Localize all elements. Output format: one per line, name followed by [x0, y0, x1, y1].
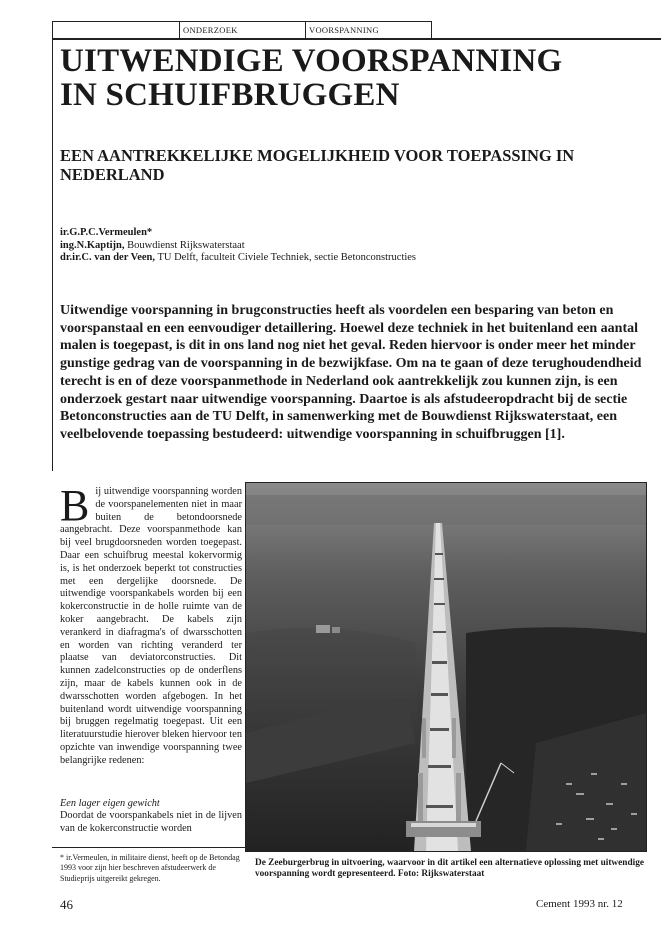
- author-name: ing.N.Kaptijn,: [60, 239, 125, 251]
- title-line-1: UITWENDIGE VOORSPANNING: [60, 43, 563, 79]
- author-name: ir.G.P.C.Vermeulen*: [60, 227, 153, 238]
- body-subheading: Een lager eigen gewicht: [60, 798, 160, 809]
- author-line: [60, 252, 620, 265]
- title-left-rule: [52, 39, 53, 471]
- page-number: 46: [60, 897, 73, 912]
- lead-paragraph: Uitwendige voorspanning in brugconstructies heeft als voordelen een besparing van beton en voorspanstaal en een eenvoudiger detaillering. Hoewel deze techniek in het buitenland een aantal malen is toegepast, is dit in ons land nog niet het geval. Reden hiervoor is onder meer het minder gunstige gedrag van de voorspanning in de bezwijkfase. Om na te gaan of deze terughoudendheid terecht is en of deze voorspanmethode in Nederland ook aantrekkelijk zou kunnen zijn, is een onderzoek gestart naar uitwendige voorspanning. Daartoe is als afstudeeropdracht bij de sectie Betonconstructies aan de TU Delft, in samenwerking met de Bouwdienst Rijkswaterstaat, een veelbelovende toepassing bestudeerd: uitwendige voorspanning in schuifbruggen [1].: [60, 303, 642, 442]
- section-tab-bar: [52, 21, 432, 39]
- author-name: dr.ir.C. van der Veen,: [60, 252, 156, 263]
- section-tab-onderzoek: ONDERZOEK: [179, 22, 307, 38]
- author-affiliation: Bouwdienst Rijkswaterstaat: [127, 239, 245, 251]
- title-line-2: IN SCHUIFBRUGGEN: [60, 77, 400, 113]
- footnote-rule: [52, 847, 248, 848]
- author-line: [60, 240, 620, 253]
- section-tab-voorspanning: VOORSPANNING: [305, 22, 433, 38]
- bridge-photo: [245, 482, 647, 852]
- article-title: [60, 44, 650, 112]
- author-line: [60, 227, 620, 240]
- author-list: [60, 227, 620, 265]
- body-text-column: [60, 481, 242, 768]
- body-paragraph: ij uitwendige voorspanning worden de voorspanelementen niet in maar buiten de betondoorsnede aangebracht. Deze voorspanmethode kan bij veel brugdoorsneden worden toegepast. Daar een schuifbrug meestal kokervormig is, is het onderzoek beperkt tot constructies met een dergelijke doorsnede. De uitwendige voorspankabels worden bij een kokerconstructie in de holle ruimte van de koker aangebracht. De kabels zijn verankerd in diafragma's of dwarsschotten en worden van richting veranderd ter plaatse van deviatorconstructies. Dit kunnen zadelconstructies op de onderflens zijn, maar de kabels kunnen ook in de dwarsschotten worden afgebogen. In het buitenland wordt uitwendige voorspanning bij bruggen regelmatig toegepast. Uit een literatuurstudie hierover bleken hiervoor ten opzichte van inwendige voorspanning twee belangrijke redenen:: [60, 486, 242, 766]
- journal-reference: Cement 1993 nr. 12: [536, 898, 623, 910]
- author-affiliation: TU Delft, faculteit Civiele Techniek, sectie Betonconstructies: [157, 252, 417, 263]
- photo-caption: De Zeeburgerbrug in uitvoering, waarvoor in dit artikel een alternatieve oplossing met uitwendige voorspanning wordt gepresenteerd. Foto: Rijkswaterstaat: [255, 858, 644, 879]
- article-subtitle: EEN AANTREKKELIJKE MOGELIJKHEID VOOR TOEPASSING IN NEDERLAND: [60, 146, 575, 184]
- drop-cap: B: [60, 481, 90, 530]
- aerial-bridge-image: [246, 483, 646, 851]
- title-top-rule: [52, 39, 661, 40]
- footnote: * ir.Vermeulen, in militaire dienst, heeft op de Betondag 1993 voor zijn hier beschreven afstudeerwerk de Studieprijs uitgereikt gekregen.: [60, 853, 240, 883]
- body-paragraph-2: Doordat de voorspankabels niet in de lijven van de kokerconstructie worden: [60, 810, 242, 834]
